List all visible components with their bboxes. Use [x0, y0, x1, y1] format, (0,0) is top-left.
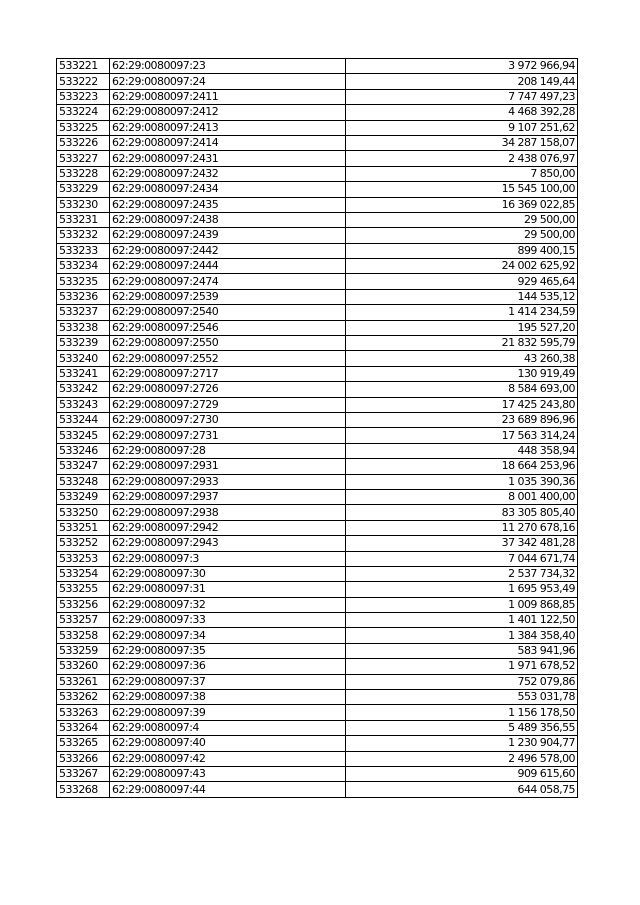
table-row: [57, 520, 578, 535]
cadastral-value-cell: 3 972 966,94: [346, 59, 578, 74]
table-row: [57, 766, 578, 781]
cadastral-value-cell: 7 747 497,23: [346, 89, 578, 104]
cadastral-value-cell: 1 401 122,50: [346, 613, 578, 628]
table-row: [57, 505, 578, 520]
cadastral-number-cell: 62:29:0080097:2412: [110, 105, 346, 120]
cadastral-number-cell: 62:29:0080097:2717: [110, 366, 346, 381]
cadastral-value-cell: 2 537 734,32: [346, 566, 578, 581]
cadastral-number-cell: 62:29:0080097:2432: [110, 166, 346, 181]
table-row: [57, 289, 578, 304]
cadastral-number-cell: 62:29:0080097:32: [110, 597, 346, 612]
cadastral-number-cell: 62:29:0080097:2731: [110, 428, 346, 443]
cadastral-number-cell: 62:29:0080097:28: [110, 443, 346, 458]
table-row: [57, 120, 578, 135]
cadastral-number-cell: 62:29:0080097:2933: [110, 474, 346, 489]
cadastral-value-cell: 8 001 400,00: [346, 489, 578, 504]
row-id-cell: 533261: [57, 674, 110, 689]
cadastral-number-cell: 62:29:0080097:2730: [110, 412, 346, 427]
table-row: [57, 659, 578, 674]
cadastral-number-cell: 62:29:0080097:2431: [110, 151, 346, 166]
cadastral-number-cell: 62:29:0080097:2444: [110, 259, 346, 274]
table-row: [57, 412, 578, 427]
cadastral-number-cell: 62:29:0080097:2442: [110, 243, 346, 258]
table-row: [57, 582, 578, 597]
table-row: [57, 243, 578, 258]
cadastral-value-cell: 17 425 243,80: [346, 397, 578, 412]
cadastral-value-cell: 2 438 076,97: [346, 151, 578, 166]
cadastral-number-cell: 62:29:0080097:2413: [110, 120, 346, 135]
row-id-cell: 533267: [57, 766, 110, 781]
row-id-cell: 533266: [57, 751, 110, 766]
row-id-cell: 533262: [57, 690, 110, 705]
row-id-cell: 533240: [57, 351, 110, 366]
table-row: [57, 551, 578, 566]
table-row: [57, 397, 578, 412]
cadastral-value-cell: 1 230 904,77: [346, 736, 578, 751]
row-id-cell: 533232: [57, 228, 110, 243]
cadastral-number-cell: 62:29:0080097:2435: [110, 197, 346, 212]
cadastral-number-cell: 62:29:0080097:34: [110, 628, 346, 643]
row-id-cell: 533235: [57, 274, 110, 289]
cadastral-value-cell: 752 079,86: [346, 674, 578, 689]
cadastral-number-cell: 62:29:0080097:2474: [110, 274, 346, 289]
cadastral-value-cell: 7 850,00: [346, 166, 578, 181]
table-row: [57, 182, 578, 197]
cadastral-number-cell: 62:29:0080097:2434: [110, 182, 346, 197]
row-id-cell: 533243: [57, 397, 110, 412]
row-id-cell: 533231: [57, 212, 110, 227]
row-id-cell: 533221: [57, 59, 110, 74]
cadastral-number-cell: 62:29:0080097:2411: [110, 89, 346, 104]
row-id-cell: 533224: [57, 105, 110, 120]
cadastral-number-cell: 62:29:0080097:37: [110, 674, 346, 689]
cadastral-value-cell: 909 615,60: [346, 766, 578, 781]
row-id-cell: 533252: [57, 536, 110, 551]
table-row: [57, 228, 578, 243]
table-row: [57, 736, 578, 751]
row-id-cell: 533225: [57, 120, 110, 135]
cadastral-value-cell: 16 369 022,85: [346, 197, 578, 212]
row-id-cell: 533241: [57, 366, 110, 381]
cadastral-value-cell: 1 384 358,40: [346, 628, 578, 643]
cadastral-number-cell: 62:29:0080097:40: [110, 736, 346, 751]
table-row: [57, 151, 578, 166]
cadastral-value-cell: 29 500,00: [346, 228, 578, 243]
cadastral-value-cell: 15 545 100,00: [346, 182, 578, 197]
cadastral-value-cell: 195 527,20: [346, 320, 578, 335]
row-id-cell: 533234: [57, 259, 110, 274]
row-id-cell: 533230: [57, 197, 110, 212]
table-row: [57, 536, 578, 551]
table-row: [57, 320, 578, 335]
table-row: [57, 428, 578, 443]
cadastral-value-cell: 4 468 392,28: [346, 105, 578, 120]
cadastral-number-cell: 62:29:0080097:2552: [110, 351, 346, 366]
cadastral-value-cell: 929 465,64: [346, 274, 578, 289]
row-id-cell: 533237: [57, 305, 110, 320]
cadastral-number-cell: 62:29:0080097:2438: [110, 212, 346, 227]
table-row: [57, 212, 578, 227]
cadastral-number-cell: 62:29:0080097:2540: [110, 305, 346, 320]
cadastral-value-cell: 1 035 390,36: [346, 474, 578, 489]
table-row: [57, 89, 578, 104]
row-id-cell: 533245: [57, 428, 110, 443]
table-row: [57, 690, 578, 705]
row-id-cell: 533247: [57, 459, 110, 474]
cadastral-number-cell: 62:29:0080097:39: [110, 705, 346, 720]
cadastral-value-cell: 23 689 896,96: [346, 412, 578, 427]
row-id-cell: 533254: [57, 566, 110, 581]
row-id-cell: 533222: [57, 74, 110, 89]
row-id-cell: 533227: [57, 151, 110, 166]
cadastral-number-cell: 62:29:0080097:2938: [110, 505, 346, 520]
cadastral-number-cell: 62:29:0080097:2414: [110, 135, 346, 150]
table-row: [57, 105, 578, 120]
row-id-cell: 533226: [57, 135, 110, 150]
cadastral-value-table: [56, 58, 578, 798]
cadastral-value-cell: 2 496 578,00: [346, 751, 578, 766]
cadastral-number-cell: 62:29:0080097:35: [110, 643, 346, 658]
cadastral-number-cell: 62:29:0080097:24: [110, 74, 346, 89]
table-row: [57, 336, 578, 351]
row-id-cell: 533260: [57, 659, 110, 674]
row-id-cell: 533233: [57, 243, 110, 258]
cadastral-number-cell: 62:29:0080097:2539: [110, 289, 346, 304]
table-row: [57, 566, 578, 581]
row-id-cell: 533256: [57, 597, 110, 612]
cadastral-number-cell: 62:29:0080097:2937: [110, 489, 346, 504]
row-id-cell: 533263: [57, 705, 110, 720]
row-id-cell: 533239: [57, 336, 110, 351]
table-row: [57, 197, 578, 212]
cadastral-value-cell: 448 358,94: [346, 443, 578, 458]
row-id-cell: 533248: [57, 474, 110, 489]
cadastral-number-cell: 62:29:0080097:2729: [110, 397, 346, 412]
table-row: [57, 597, 578, 612]
table-body: [57, 59, 578, 798]
cadastral-number-cell: 62:29:0080097:2931: [110, 459, 346, 474]
cadastral-number-cell: 62:29:0080097:3: [110, 551, 346, 566]
cadastral-value-cell: 7 044 671,74: [346, 551, 578, 566]
row-id-cell: 533259: [57, 643, 110, 658]
cadastral-value-cell: 9 107 251,62: [346, 120, 578, 135]
table-row: [57, 474, 578, 489]
row-id-cell: 533257: [57, 613, 110, 628]
cadastral-number-cell: 62:29:0080097:44: [110, 782, 346, 797]
cadastral-value-cell: 1 156 178,50: [346, 705, 578, 720]
cadastral-number-cell: 62:29:0080097:31: [110, 582, 346, 597]
table-row: [57, 705, 578, 720]
row-id-cell: 533255: [57, 582, 110, 597]
cadastral-number-cell: 62:29:0080097:33: [110, 613, 346, 628]
row-id-cell: 533264: [57, 720, 110, 735]
table-row: [57, 382, 578, 397]
cadastral-number-cell: 62:29:0080097:2942: [110, 520, 346, 535]
cadastral-value-cell: 1 695 953,49: [346, 582, 578, 597]
table-row: [57, 135, 578, 150]
row-id-cell: 533242: [57, 382, 110, 397]
table-row: [57, 351, 578, 366]
row-id-cell: 533258: [57, 628, 110, 643]
cadastral-number-cell: 62:29:0080097:36: [110, 659, 346, 674]
table-row: [57, 274, 578, 289]
cadastral-number-cell: 62:29:0080097:38: [110, 690, 346, 705]
row-id-cell: 533265: [57, 736, 110, 751]
cadastral-value-cell: 1 414 234,59: [346, 305, 578, 320]
row-id-cell: 533223: [57, 89, 110, 104]
row-id-cell: 533229: [57, 182, 110, 197]
row-id-cell: 533250: [57, 505, 110, 520]
table-row: [57, 628, 578, 643]
table-row: [57, 751, 578, 766]
cadastral-value-cell: 553 031,78: [346, 690, 578, 705]
row-id-cell: 533244: [57, 412, 110, 427]
cadastral-value-cell: 8 584 693,00: [346, 382, 578, 397]
cadastral-value-cell: 1 971 678,52: [346, 659, 578, 674]
cadastral-value-cell: 37 342 481,28: [346, 536, 578, 551]
table-row: [57, 459, 578, 474]
cadastral-value-cell: 5 489 356,55: [346, 720, 578, 735]
table-row: [57, 613, 578, 628]
table-row: [57, 782, 578, 797]
cadastral-value-cell: 43 260,38: [346, 351, 578, 366]
cadastral-value-cell: 644 058,75: [346, 782, 578, 797]
cadastral-value-cell: 583 941,96: [346, 643, 578, 658]
row-id-cell: 533228: [57, 166, 110, 181]
cadastral-value-cell: 34 287 158,07: [346, 135, 578, 150]
row-id-cell: 533268: [57, 782, 110, 797]
row-id-cell: 533238: [57, 320, 110, 335]
row-id-cell: 533249: [57, 489, 110, 504]
cadastral-number-cell: 62:29:0080097:43: [110, 766, 346, 781]
row-id-cell: 533251: [57, 520, 110, 535]
cadastral-number-cell: 62:29:0080097:30: [110, 566, 346, 581]
table-row: [57, 720, 578, 735]
cadastral-number-cell: 62:29:0080097:42: [110, 751, 346, 766]
cadastral-number-cell: 62:29:0080097:2943: [110, 536, 346, 551]
table-row: [57, 259, 578, 274]
cadastral-value-cell: 1 009 868,85: [346, 597, 578, 612]
cadastral-value-cell: 144 535,12: [346, 289, 578, 304]
row-id-cell: 533246: [57, 443, 110, 458]
cadastral-value-cell: 17 563 314,24: [346, 428, 578, 443]
cadastral-number-cell: 62:29:0080097:4: [110, 720, 346, 735]
cadastral-value-cell: 21 832 595,79: [346, 336, 578, 351]
cadastral-number-cell: 62:29:0080097:2439: [110, 228, 346, 243]
cadastral-number-cell: 62:29:0080097:2546: [110, 320, 346, 335]
table-row: [57, 305, 578, 320]
table-row: [57, 74, 578, 89]
cadastral-value-cell: 24 002 625,92: [346, 259, 578, 274]
cadastral-value-cell: 130 919,49: [346, 366, 578, 381]
table-row: [57, 366, 578, 381]
table-row: [57, 643, 578, 658]
cadastral-number-cell: 62:29:0080097:2726: [110, 382, 346, 397]
cadastral-value-cell: 208 149,44: [346, 74, 578, 89]
table-row: [57, 443, 578, 458]
row-id-cell: 533236: [57, 289, 110, 304]
cadastral-value-cell: 11 270 678,16: [346, 520, 578, 535]
table-row: [57, 59, 578, 74]
table-row: [57, 674, 578, 689]
cadastral-value-cell: 83 305 805,40: [346, 505, 578, 520]
cadastral-value-cell: 29 500,00: [346, 212, 578, 227]
row-id-cell: 533253: [57, 551, 110, 566]
cadastral-number-cell: 62:29:0080097:2550: [110, 336, 346, 351]
cadastral-number-cell: 62:29:0080097:23: [110, 59, 346, 74]
table-row: [57, 489, 578, 504]
table-row: [57, 166, 578, 181]
cadastral-value-cell: 899 400,15: [346, 243, 578, 258]
cadastral-value-cell: 18 664 253,96: [346, 459, 578, 474]
